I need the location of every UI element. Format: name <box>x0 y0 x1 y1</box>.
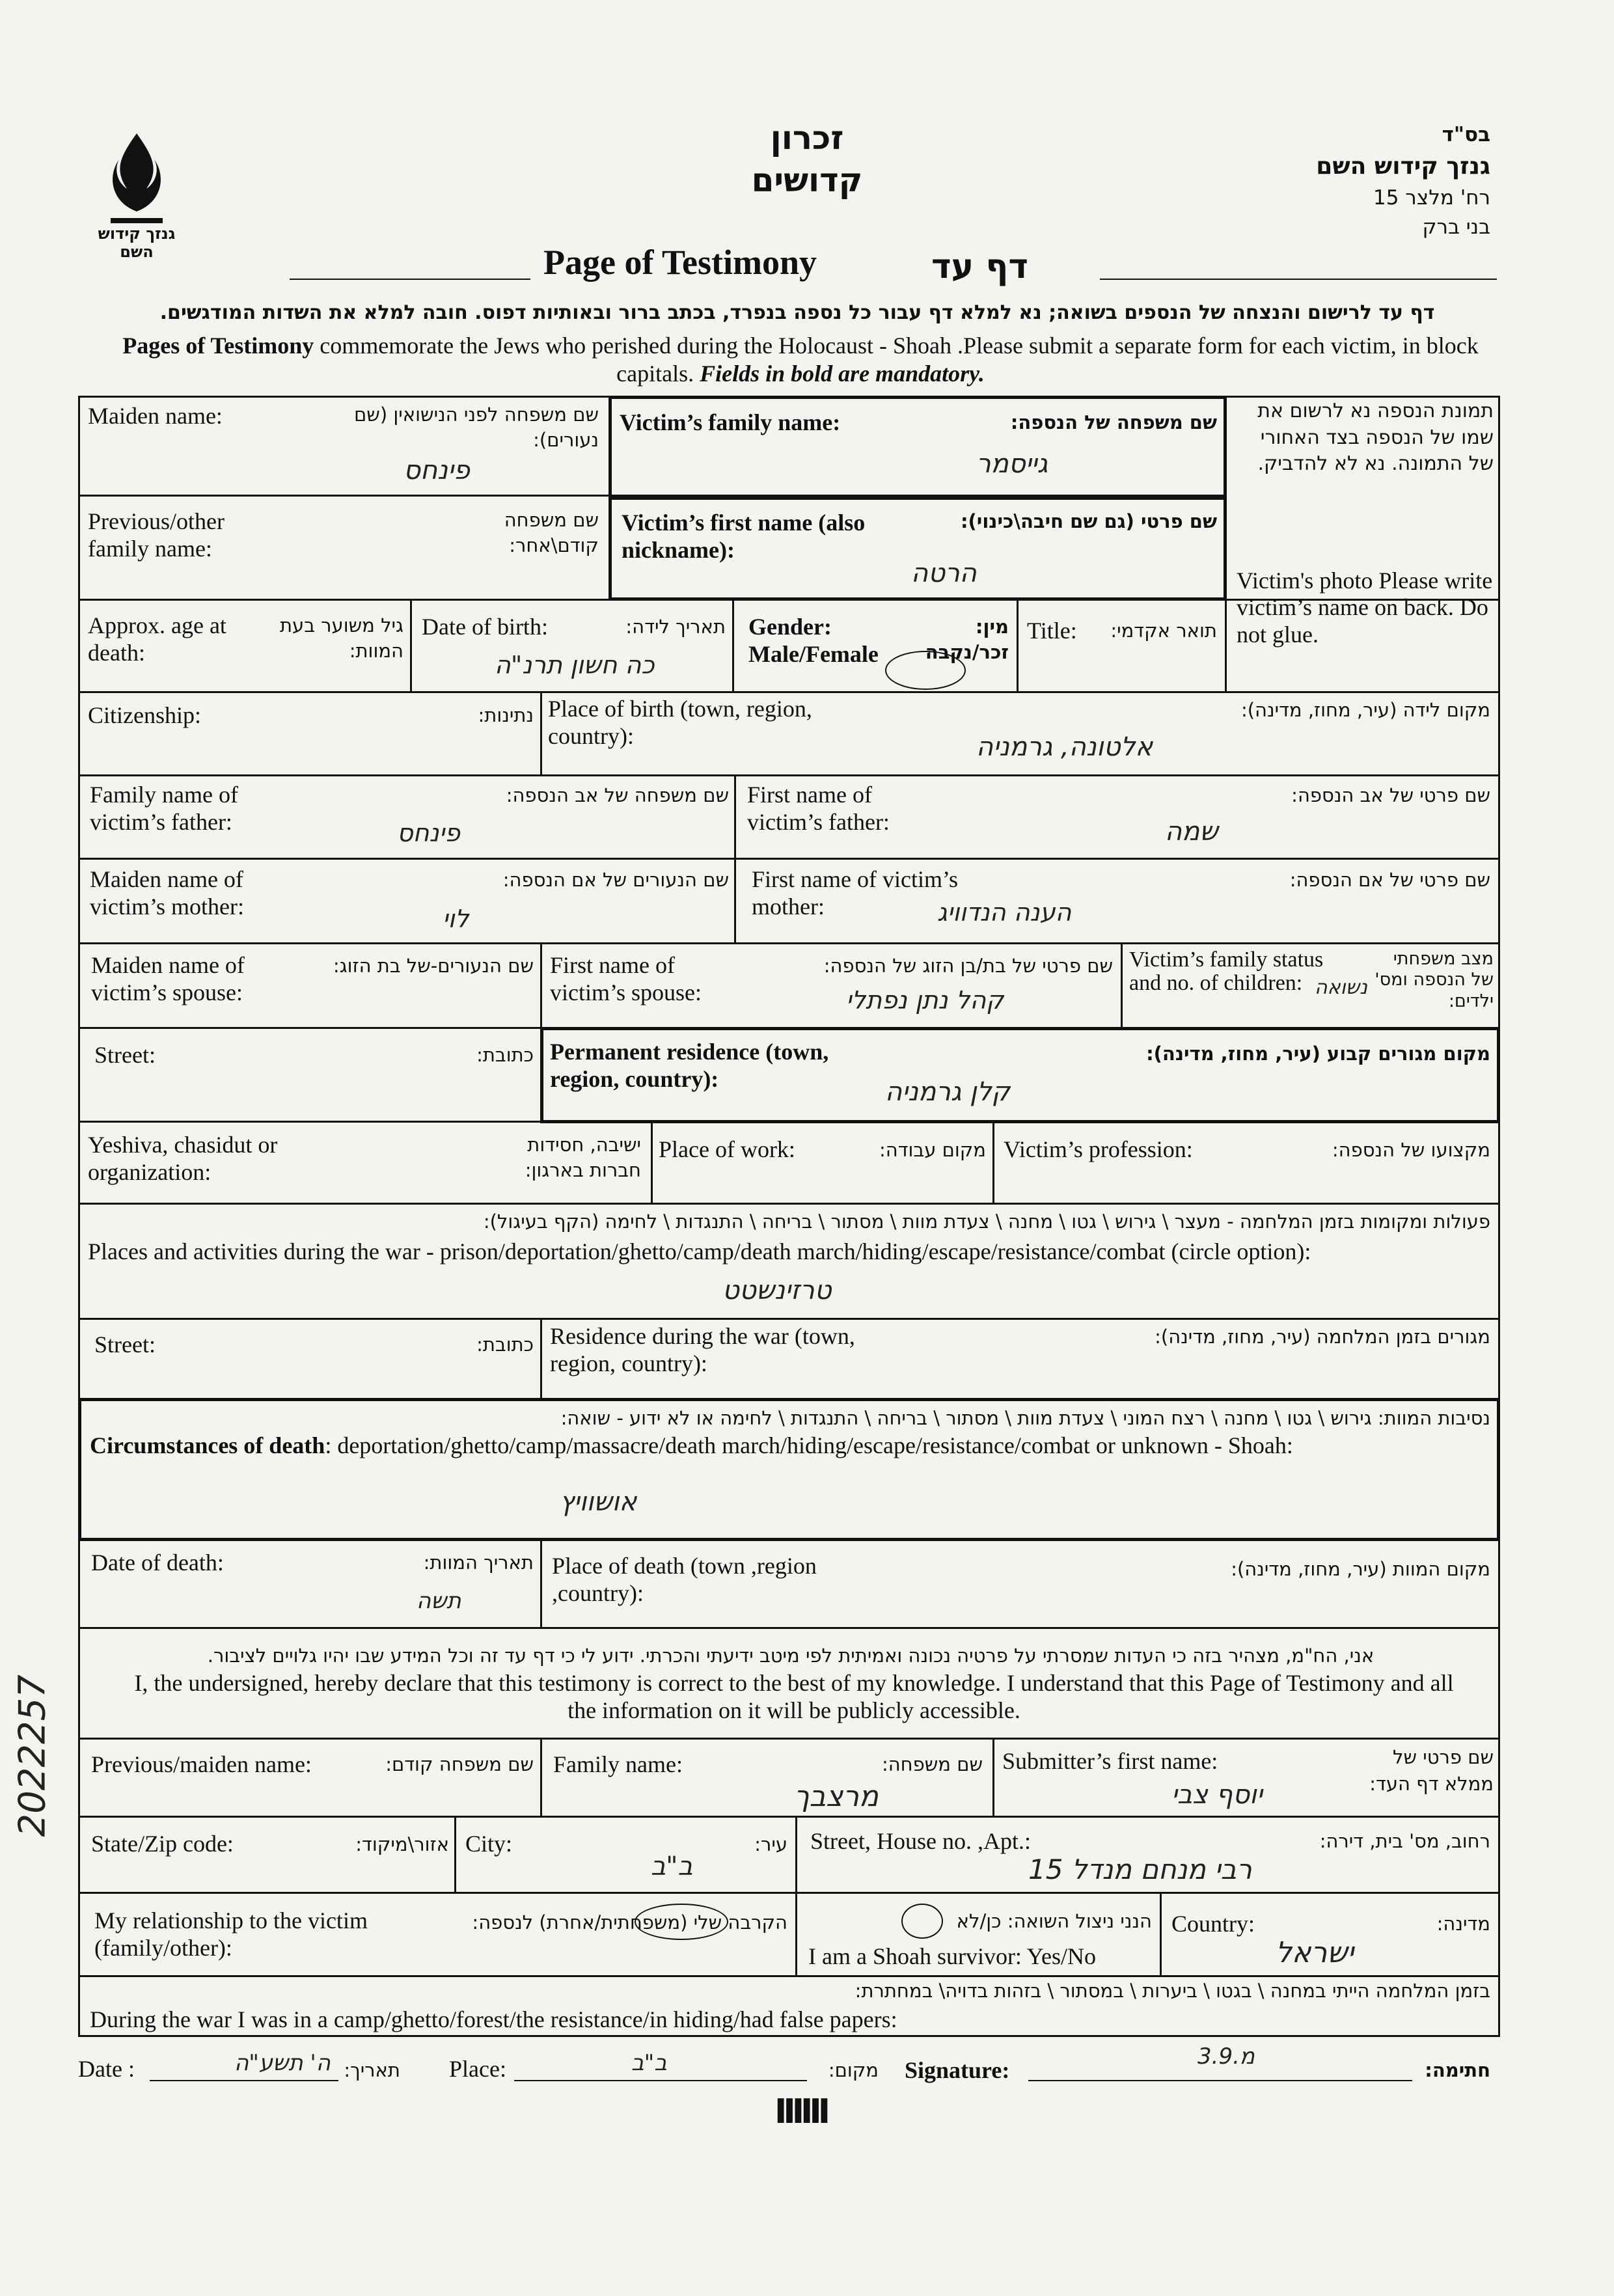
mother-first-value[interactable]: הענה הנדוויג <box>937 898 1072 927</box>
relation-label-he: הקרבה שלי (משפחתית/אחרת) לנספה: <box>472 1911 787 1934</box>
title-he: דף עד <box>931 247 1028 286</box>
spouse-first-label: First name of victim’s spouse: <box>550 952 702 1006</box>
submitter-first-value[interactable]: יוסף צבי <box>1171 1780 1263 1810</box>
country-label-he: מדינה: <box>1436 1913 1490 1935</box>
intro-en <box>91 332 1510 388</box>
submitter-prev-label-he: שם משפחה קודם: <box>385 1753 534 1775</box>
survivor-label: I am a Shoah survivor: Yes/No <box>808 1943 1096 1969</box>
submitter-street-label-he: רחוב, מס' בית, דירה: <box>1319 1830 1490 1852</box>
center-title-line2: קדושים <box>751 161 863 199</box>
spouse-maiden-label-he: שם הנעורים-של בת הזוג: <box>333 955 534 977</box>
photo-note-en: Victim's photo Please write victim’s name on back. Do not glue. <box>1237 567 1493 648</box>
work-label: Place of work: <box>659 1136 795 1162</box>
maiden-name-label: Maiden name: <box>88 403 223 429</box>
residence-value[interactable]: קלן גרמניה <box>885 1077 1011 1107</box>
photo-note-he: תמונת הנספה נא לרשום את שמו של הנספה בצד האחורי של התמונה. נא לא להדביק. <box>1257 400 1494 475</box>
date-label-he: תאריך: <box>344 2059 400 2081</box>
death-date-label-he: תאריך המוות: <box>423 1551 534 1574</box>
father-family-label: Family name of victim’s father: <box>90 782 238 836</box>
title-label: Title: <box>1027 618 1077 644</box>
place-label: Place: <box>449 2056 506 2082</box>
age-label: Approx. age at death: <box>88 612 226 666</box>
war-places-value[interactable]: טרזינשטט <box>722 1276 832 1305</box>
citizenship-label: Citizenship: <box>88 702 201 728</box>
birthplace-value[interactable]: אלטונה, גרמניה <box>976 732 1153 762</box>
declaration-he: אני, הח"מ, מצהיר בזה כי העדות שמסרתי על פרטיה נכונה ואמיתית לפי מיטב ידיעתי והכרתי. ידוע לי כי דף עד זה וכל המידע שבו יהיו גלויים לציבור. <box>207 1645 1375 1667</box>
relation-circle <box>635 1904 728 1940</box>
death-date-label: Date of death: <box>91 1550 224 1576</box>
work-label-he: מקום עבודה: <box>879 1139 986 1161</box>
submitter-street-label: Street, House no. ,Apt.: <box>810 1828 1031 1854</box>
residence-label: Permanent residence (town, region, country): <box>550 1039 829 1093</box>
submitter-family-label-he: שם משפחה: <box>881 1753 983 1775</box>
father-family-value[interactable]: פינחס <box>397 819 460 847</box>
intro-en-bold: Pages of Testimony <box>122 333 314 359</box>
center-title <box>722 117 892 202</box>
first-name-label: Victim’s first name (also nickname): <box>622 510 866 564</box>
logo-caption: גנזך קידוש השם <box>98 225 176 261</box>
country-value[interactable]: ישראל <box>1276 1936 1354 1969</box>
header-note-3: רח' מלצר 15 <box>1373 186 1490 210</box>
war-status-label-he: בזמן המלחמה הייתי במחנה \ בגטו \ ביערות \ במסתור \ בזהות בדויה\ במחתרת: <box>855 1980 1490 2002</box>
family-name-label: Victim’s family name: <box>620 409 841 435</box>
first-name-value[interactable]: הרטה <box>911 558 977 588</box>
gender-label-he: מין: זכר/נקבה <box>925 616 1009 664</box>
family-status-label-he: מצב משפחתי של הנספה ומס' ילדים: <box>1375 949 1494 1011</box>
death-circ-label-en <box>90 1432 1496 1459</box>
death-circ-label-body: : deportation/ghetto/camp/massacre/death march/hiding/escape/resistance/combat or unknown - Shoah: <box>325 1432 1293 1458</box>
spouse-maiden-label: Maiden name of victim’s spouse: <box>91 952 245 1006</box>
family-status-value[interactable]: נשואה <box>1315 976 1368 999</box>
zip-label-he: אזור\מיקוד: <box>355 1833 449 1855</box>
death-circ-label-he: נסיבות המוות: גירוש \ גטו \ מחנה \ רצח המוני \ צעדת מוות \ מסתור \ בריחה \ התנגדות \ לחימה או לא ידוע - שואה: <box>560 1407 1490 1429</box>
signature-value[interactable]: מ.3.9 <box>1197 2043 1255 2070</box>
margin-number: 2022257 <box>11 1674 54 1837</box>
profession-label: Victim’s profession: <box>1004 1136 1193 1162</box>
birthplace-label: Place of birth (town, region, country): <box>548 696 812 750</box>
signature-label-he: חתימה: <box>1425 2059 1490 2081</box>
header-note-2: גנזך קידוש השם <box>1316 152 1490 180</box>
zip-label: State/Zip code: <box>91 1831 234 1857</box>
submitter-family-label: Family name: <box>553 1751 683 1777</box>
survivor-label-he: הנני ניצול השואה: כן/לא <box>956 1910 1152 1932</box>
war-places-label-he: פעולות ומקומות בזמן המלחמה - מעצר \ גירוש \ גטו \ מחנה \ צעדת מוות \ מסתור \ בריחה \ התנגדות \ לחימה (הקף בעיגול): <box>483 1210 1490 1233</box>
death-circ-value[interactable]: אושוויץ <box>560 1487 637 1517</box>
date-value[interactable]: ה' תשע"ה <box>234 2050 331 2076</box>
relation-label: My relationship to the victim (family/other): <box>94 1907 368 1961</box>
gender-label: Gender: Male/Female <box>748 614 879 668</box>
submitter-family-value[interactable]: מרצבך <box>794 1780 879 1813</box>
survivor-circle <box>901 1904 943 1939</box>
dob-label: Date of birth: <box>422 614 548 640</box>
dob-label-he: תאריך לידה: <box>625 616 726 638</box>
war-residence-label-he: מגורים בזמן המלחמה (עיר, מחוז, מדינה): <box>1155 1326 1490 1348</box>
submitter-first-label: Submitter’s first name: <box>1002 1748 1218 1774</box>
declaration-en: I, the undersigned, hereby declare that this testimony is correct to the best of my knowledge. I understand that this Page of Testimony and all the information on it will be publicly accessible. <box>134 1670 1454 1724</box>
spouse-first-label-he: שם פרטי של בת/בן הזוג של הנספה: <box>823 955 1113 977</box>
war-residence-label: Residence during the war (town, region, country): <box>550 1323 855 1377</box>
intro-en-body: commemorate the Jews who perished during the Holocaust - Shoah .Please submit a separate form for each victim, in block capitals. <box>314 333 1479 387</box>
mother-maiden-label: Maiden name of victim’s mother: <box>90 866 244 920</box>
family-status-label: Victim’s family status and no. of children: <box>1129 948 1324 995</box>
date-label: Date : <box>78 2056 135 2082</box>
city-value[interactable]: ב"ב <box>651 1852 693 1881</box>
death-circ-label-bold: Circumstances of death <box>90 1432 325 1458</box>
country-label: Country: <box>1171 1911 1255 1937</box>
death-place-label: Place of death (town ,region ,country): <box>552 1553 817 1607</box>
signature-label: Signature: <box>905 2057 1010 2083</box>
residence-label-he: מקום מגורים קבוע (עיר, מחוז, מדינה): <box>1146 1043 1490 1065</box>
place-value[interactable]: ב"ב <box>631 2050 667 2076</box>
yeshiva-label: Yeshiva, chasidut or organization: <box>88 1132 278 1186</box>
yeshiva-label-he: ישיבה, חסידות חברות בארגון: <box>525 1134 641 1182</box>
profession-label-he: מקצועו של הנספה: <box>1332 1139 1490 1161</box>
mother-maiden-value[interactable]: לוי <box>443 905 469 933</box>
mother-first-label: First name of victim’s mother: <box>752 866 958 920</box>
maiden-name-value[interactable]: פינחס <box>404 456 471 485</box>
city-label: City: <box>465 1831 513 1857</box>
father-family-label-he: שם משפחה של אב הנספה: <box>506 784 729 806</box>
family-name-label-he: שם משפחה של הנספה: <box>1010 411 1217 433</box>
submitter-prev-label: Previous/maiden name: <box>91 1751 312 1777</box>
mother-maiden-label-he: שם הנעורים של אם הנספה: <box>502 869 729 891</box>
maiden-name-label-he: שם משפחה לפני הנישואין (שם נעורים): <box>354 403 599 452</box>
gender-circle <box>885 651 966 690</box>
birthplace-label-he: מקום לידה (עיר, מחוז, מדינה): <box>1240 699 1490 721</box>
father-first-label: First name of victim’s father: <box>747 782 890 836</box>
death-date-value[interactable]: תשה <box>417 1588 461 1614</box>
header-notes <box>1230 120 1490 242</box>
center-title-line1: זכרון <box>770 119 844 157</box>
submitter-first-label-he: שם פרטי של ממלא דף העד: <box>1369 1746 1494 1795</box>
mother-first-label-he: שם פרטי של אם הנספה: <box>1289 869 1490 891</box>
war-street-label: Street: <box>94 1332 156 1358</box>
war-status-label: During the war I was in a camp/ghetto/forest/the resistance/in hiding/had false papers: <box>90 2006 897 2032</box>
dob-value[interactable]: כה חשון תרנ"ה <box>495 651 655 679</box>
spouse-first-value[interactable]: קהל נתן נפתלי <box>846 986 1004 1015</box>
family-name-value[interactable]: גייסמר <box>976 449 1048 479</box>
previous-name-label: Previous/other family name: <box>88 508 225 562</box>
first-name-label-he: שם פרטי (גם שם חיבה\כינוי): <box>960 510 1217 532</box>
death-place-label-he: מקום המוות (עיר, מחוז, מדינה): <box>1231 1558 1490 1580</box>
place-label-he: מקום: <box>828 2059 879 2081</box>
previous-name-label-he: שם משפחה קודם\אחר: <box>504 509 599 557</box>
citizenship-label-he: נתינות: <box>478 704 534 726</box>
submitter-street-value[interactable]: רבי מנחם מנדל 15 <box>1028 1853 1252 1885</box>
father-first-label-he: שם פרטי של אב הנספה: <box>1291 784 1490 806</box>
title-label-he: תואר אקדמי: <box>1110 620 1217 642</box>
title-en: Page of Testimony <box>543 243 817 282</box>
header-note-1: בס"ד <box>1442 123 1490 146</box>
war-places-label-en: Places and activities during the war - prison/deportation/ghetto/camp/death march/hiding/escape/resistance/combat (circle option): <box>88 1238 1311 1264</box>
header-note-4: בני ברק <box>1422 215 1490 239</box>
age-label-he: גיל משוער בעת המוות: <box>279 614 404 663</box>
father-first-value[interactable]: שמה <box>1165 817 1218 847</box>
intro-en-mandatory: Fields in bold are mandatory. <box>700 361 985 387</box>
war-street-label-he: כתובת: <box>476 1333 534 1356</box>
intro-he: דף עד לרישום והנצחה של הנספים בשואה; נא למלא דף עבור כל נספה בנפרד, בכתב ברור ובאותיות דפוס. חובה למלא את השדות המודגשים. <box>159 301 1435 324</box>
street-label-he: כתובת: <box>476 1044 534 1066</box>
city-label-he: עיר: <box>754 1833 787 1855</box>
street-label: Street: <box>94 1042 156 1068</box>
bottom-stamp: IIIIII <box>774 2092 827 2131</box>
